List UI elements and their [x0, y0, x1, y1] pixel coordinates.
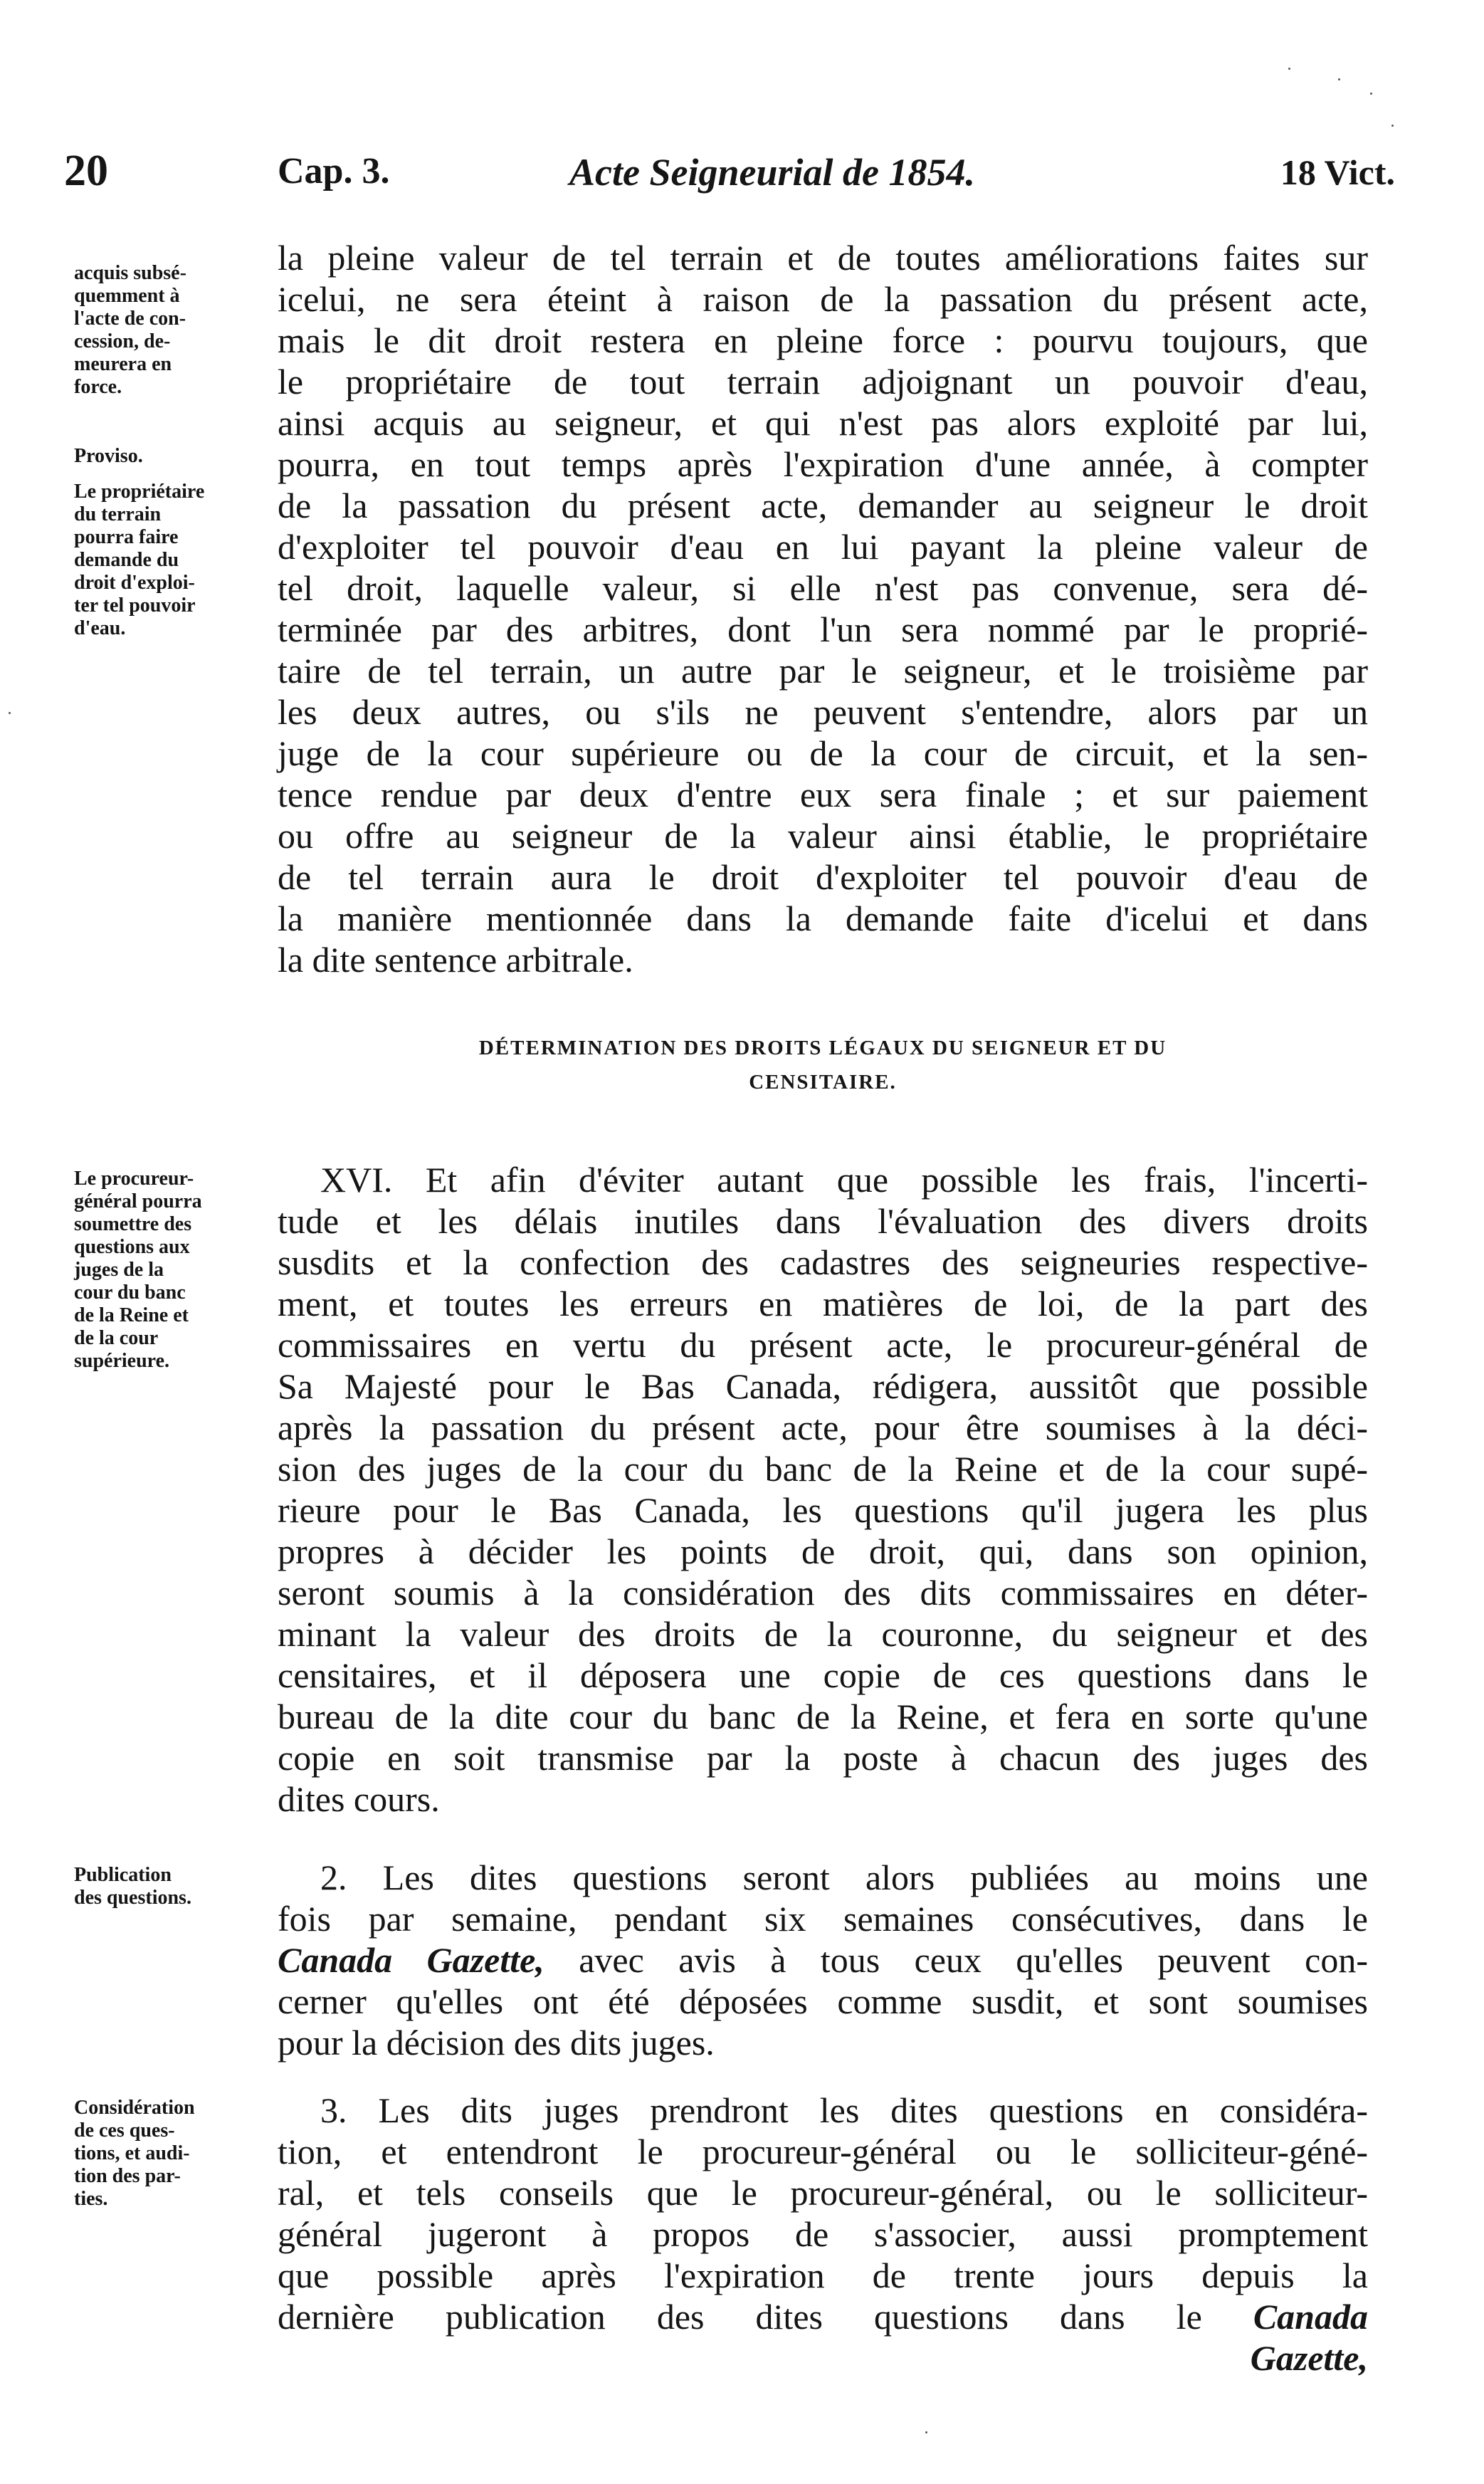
- chapter-label: Cap. 3.: [278, 151, 390, 192]
- running-header: [64, 146, 1395, 203]
- margin-note-proviso: [74, 445, 273, 468]
- margin-note-line: de la Reine et: [74, 1304, 189, 1326]
- margin-note-line: supérieure.: [74, 1350, 170, 1372]
- margin-note-line: d'eau.: [74, 617, 126, 639]
- text-line: de la passation du présent acte, demander au seigneur le droit: [278, 486, 1368, 525]
- canada-gazette-title: Canada: [1253, 2297, 1368, 2337]
- margin-note-line: Le propriétaire: [74, 481, 205, 503]
- margin-note-attorney-general: [74, 1168, 273, 1373]
- margin-note-water-power: [74, 481, 273, 640]
- text-line: après la passation du présent acte, pour être soumises à la déci-: [278, 1408, 1368, 1447]
- text-line: la dite sentence arbitrale.: [278, 940, 633, 980]
- text-line: cerner qu'elles ont été déposées comme susdit, et sont soumises: [278, 1981, 1368, 2021]
- text-line: de tel terrain aura le droit d'exploiter tel pouvoir d'eau de: [278, 857, 1368, 897]
- margin-note-line: Publication: [74, 1864, 172, 1886]
- margin-note-line: de la cour: [74, 1327, 159, 1349]
- paragraph-water-power-proviso: [278, 237, 1368, 980]
- text-line: la manière mentionnée dans la demande faite d'icelui et dans: [278, 898, 1368, 938]
- text-line: bureau de la dite cour du banc de la Reine, et fera en sorte qu'une: [278, 1697, 1368, 1736]
- text-line: rieure pour le Bas Canada, les questions qu'il jugera les plus: [278, 1490, 1368, 1530]
- margin-note-line: de ces ques-: [74, 2119, 175, 2142]
- text-line: sion des juges de la cour du banc de la Reine et de la cour supé-: [278, 1449, 1368, 1489]
- text-line: tel droit, laquelle valeur, si elle n'est pas convenue, sera dé-: [278, 568, 1368, 608]
- text-line: propres à décider les points de droit, qui, dans son opinion,: [278, 1531, 1368, 1571]
- section-heading: [278, 1031, 1368, 1099]
- text-line: susdits et la confection des cadastres des seigneuries respective-: [278, 1242, 1368, 1282]
- text-line: ainsi acquis au seigneur, et qui n'est pas alors exploité par lui,: [278, 403, 1368, 443]
- text-line: juge de la cour supérieure ou de la cour de circuit, et la sen-: [278, 733, 1368, 773]
- text-line: censitaires, et il déposera une copie de ces questions dans le: [278, 1655, 1368, 1695]
- text-line: la pleine valeur de tel terrain et de toutes améliorations faites sur: [278, 238, 1368, 278]
- margin-note-line: Le procureur-: [74, 1168, 194, 1190]
- margin-note-line: cession, de-: [74, 330, 171, 352]
- scan-speck: [1370, 93, 1372, 95]
- text-line: les deux autres, ou s'ils ne peuvent s'entendre, alors par un: [278, 692, 1368, 732]
- margin-note-line: Proviso.: [74, 445, 143, 467]
- margin-note-line: général pourra: [74, 1190, 202, 1212]
- margin-note-line: quemment à: [74, 285, 180, 307]
- text-line: 2. Les dites questions seront alors publiées au moins une: [320, 1857, 1368, 1897]
- act-title: Acte Seigneurial de 1854.: [569, 151, 975, 194]
- text-line: mais le dit droit restera en pleine force : pourvu toujours, que: [278, 320, 1368, 360]
- margin-note-publication: [74, 1864, 273, 1909]
- margin-note-line: cour du banc: [74, 1282, 186, 1304]
- scan-speck: [1288, 68, 1290, 70]
- text-line: taire de tel terrain, un autre par le seigneur, et le troisième par: [278, 651, 1368, 691]
- text-line: tude et les délais inutiles dans l'évaluation des divers droits: [278, 1201, 1368, 1241]
- text-line: ral, et tels conseils que le procureur-général, ou le solliciteur-: [278, 2173, 1368, 2213]
- text-line: fois par semaine, pendant six semaines consécutives, dans le: [278, 1899, 1368, 1939]
- margin-note-line: du terrain: [74, 503, 162, 525]
- margin-note-line: meurera en: [74, 353, 172, 375]
- section-heading-line: DÉTERMINATION DES DROITS LÉGAUX DU SEIGNEUR ET DU: [478, 1037, 1167, 1059]
- scan-speck: [9, 712, 11, 714]
- scan-speck: [1338, 78, 1340, 80]
- text-line: terminée par des arbitres, dont l'un sera nommé par le proprié-: [278, 609, 1368, 649]
- text-line: pourra, en tout temps après l'expiration d'une année, à compter: [278, 444, 1368, 484]
- text-line: d'exploiter tel pouvoir d'eau en lui payant la pleine valeur de: [278, 527, 1368, 567]
- margin-note-line: des questions.: [74, 1887, 191, 1909]
- regnal-year: 18 Vict.: [1280, 152, 1395, 192]
- text-line: que possible après l'expiration de trente jours depuis la: [278, 2255, 1368, 2295]
- text-line: tence rendue par deux d'entre eux sera finale ; et sur paiement: [278, 775, 1368, 814]
- text-line: Sa Majesté pour le Bas Canada, rédigera, aussitôt que possible: [278, 1366, 1368, 1406]
- margin-note-line: Considération: [74, 2097, 195, 2119]
- text-line: [278, 2296, 1368, 2337]
- text-line: [278, 1939, 1368, 1981]
- text-line: [278, 2337, 1368, 2379]
- margin-note-line: droit d'exploi-: [74, 572, 195, 594]
- canada-gazette-title: Canada Gazette,: [278, 1940, 544, 1980]
- scan-speck: [925, 2431, 927, 2433]
- margin-note-line: l'acte de con-: [74, 308, 186, 330]
- text-line: 3. Les dits juges prendront les dites questions en considéra-: [320, 2090, 1368, 2130]
- text-line: dites cours.: [278, 1779, 440, 1819]
- margin-note-line: questions aux: [74, 1236, 190, 1258]
- section-heading-line: CENSITAIRE.: [749, 1071, 897, 1094]
- scan-speck: [1391, 125, 1394, 127]
- text-line: tion, et entendront le procureur-général ou le solliciteur-géné-: [278, 2132, 1368, 2171]
- margin-note-acquired-rights: [74, 262, 273, 399]
- page-number: 20: [64, 147, 108, 195]
- margin-note-line: soumettre des: [74, 1213, 192, 1235]
- text-line: commissaires en vertu du présent acte, le procureur-général de: [278, 1325, 1368, 1365]
- text-line: pour la décision des dits juges.: [278, 2023, 715, 2063]
- paragraph-subsection-3: [278, 2090, 1368, 2379]
- margin-note-line: tions, et audi-: [74, 2142, 190, 2164]
- margin-note-line: ter tel pouvoir: [74, 594, 196, 617]
- text-line: icelui, ne sera éteint à raison de la passation du présent acte,: [278, 279, 1368, 319]
- text-line: minant la valeur des droits de la couronne, du seigneur et des: [278, 1614, 1368, 1654]
- text-line: copie en soit transmise par la poste à chacun des juges des: [278, 1738, 1368, 1778]
- margin-note-line: ties.: [74, 2188, 108, 2210]
- text-line: ou offre au seigneur de la valeur ainsi établie, le propriétaire: [278, 816, 1368, 856]
- paragraph-subsection-2: [278, 1857, 1368, 2063]
- margin-note-line: acquis subsé-: [74, 262, 186, 284]
- text-fragment: dernière publication des dites questions dans le: [278, 2297, 1253, 2337]
- canada-gazette-title: Gazette,: [1250, 2338, 1368, 2378]
- text-line: le propriétaire de tout terrain adjoignant un pouvoir d'eau,: [278, 362, 1368, 402]
- margin-note-line: force.: [74, 376, 122, 398]
- text-line: général jugeront à propos de s'associer, aussi promptement: [278, 2214, 1368, 2254]
- margin-note-line: demande du: [74, 549, 179, 571]
- margin-note-consideration: [74, 2097, 273, 2211]
- margin-note-line: juges de la: [74, 1259, 164, 1281]
- margin-note-line: pourra faire: [74, 526, 179, 548]
- text-line: seront soumis à la considération des dits commissaires en déter-: [278, 1573, 1368, 1613]
- text-fragment: avec avis à tous ceux qu'elles peuvent con-: [544, 1940, 1368, 1980]
- text-line: ment, et toutes les erreurs en matières de loi, de la part des: [278, 1284, 1368, 1324]
- text-line: XVI. Et afin d'éviter autant que possible les frais, l'incerti-: [320, 1160, 1368, 1200]
- margin-note-line: tion des par-: [74, 2165, 181, 2187]
- paragraph-section-xvi: [278, 1159, 1368, 1820]
